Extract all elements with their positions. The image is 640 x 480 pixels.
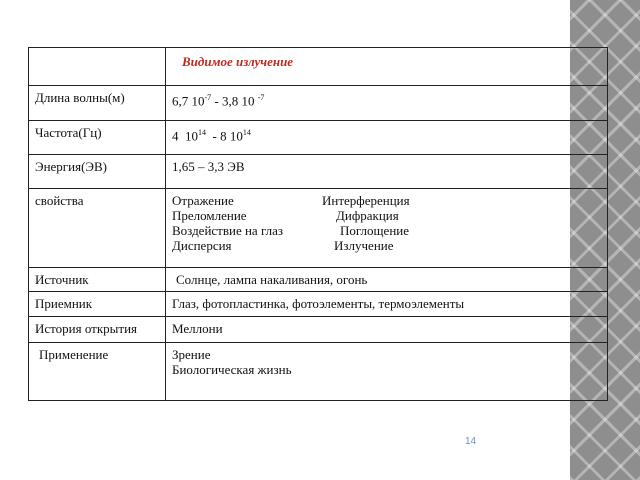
- table-row: [29, 268, 608, 292]
- application-list: [172, 347, 601, 377]
- row-label: Энергия(ЭВ): [35, 159, 107, 174]
- table-row: [29, 189, 608, 268]
- table-row: [29, 86, 608, 121]
- row-label: свойства: [35, 193, 84, 208]
- wavelength-value: 6,7 $10^{-7} - 3,8$ 10 $^{-7}$: [172, 93, 265, 109]
- table-header-row: [29, 48, 608, 86]
- header-title-cell: [166, 48, 608, 86]
- energy-value: 1,65 – 3,3 ЭВ: [172, 159, 245, 174]
- row-label: Частота(Гц): [35, 125, 102, 140]
- receiver-value: Глаз, фотопластинка, фотоэлементы, термоэлементы: [172, 296, 465, 311]
- frequency-value: 4 $10^{14} - 8$ $10^{14}$: [172, 128, 251, 144]
- list-item: Дисперсия Излучение: [172, 238, 394, 253]
- table-row: [29, 292, 608, 317]
- list-item: Воздействие на глаз Поглощение: [172, 223, 410, 238]
- history-value: Меллони: [172, 321, 223, 336]
- header-empty-cell: [29, 48, 166, 86]
- page-number: 14: [465, 436, 477, 447]
- source-value: Солнце, лампа накаливания, огонь: [176, 272, 368, 287]
- properties-list: [172, 193, 601, 253]
- list-item: Биологическая жизнь: [172, 362, 292, 377]
- table-row: [29, 343, 608, 401]
- table-row: [29, 155, 608, 189]
- row-label: Длина волны(м): [35, 90, 125, 105]
- row-label: История открытия: [35, 321, 138, 336]
- list-item: Отражение Интерференция: [172, 193, 410, 208]
- row-label: Применение: [39, 347, 109, 362]
- list-item: Зрение: [172, 347, 211, 362]
- table-row: [29, 317, 608, 343]
- properties-table: [28, 47, 608, 401]
- row-label: Источник: [35, 272, 89, 287]
- table-title: Видимое излучение: [182, 54, 294, 69]
- row-label: Приемник: [35, 296, 93, 311]
- table-row: [29, 121, 608, 155]
- list-item: Преломление Дифракция: [172, 208, 399, 223]
